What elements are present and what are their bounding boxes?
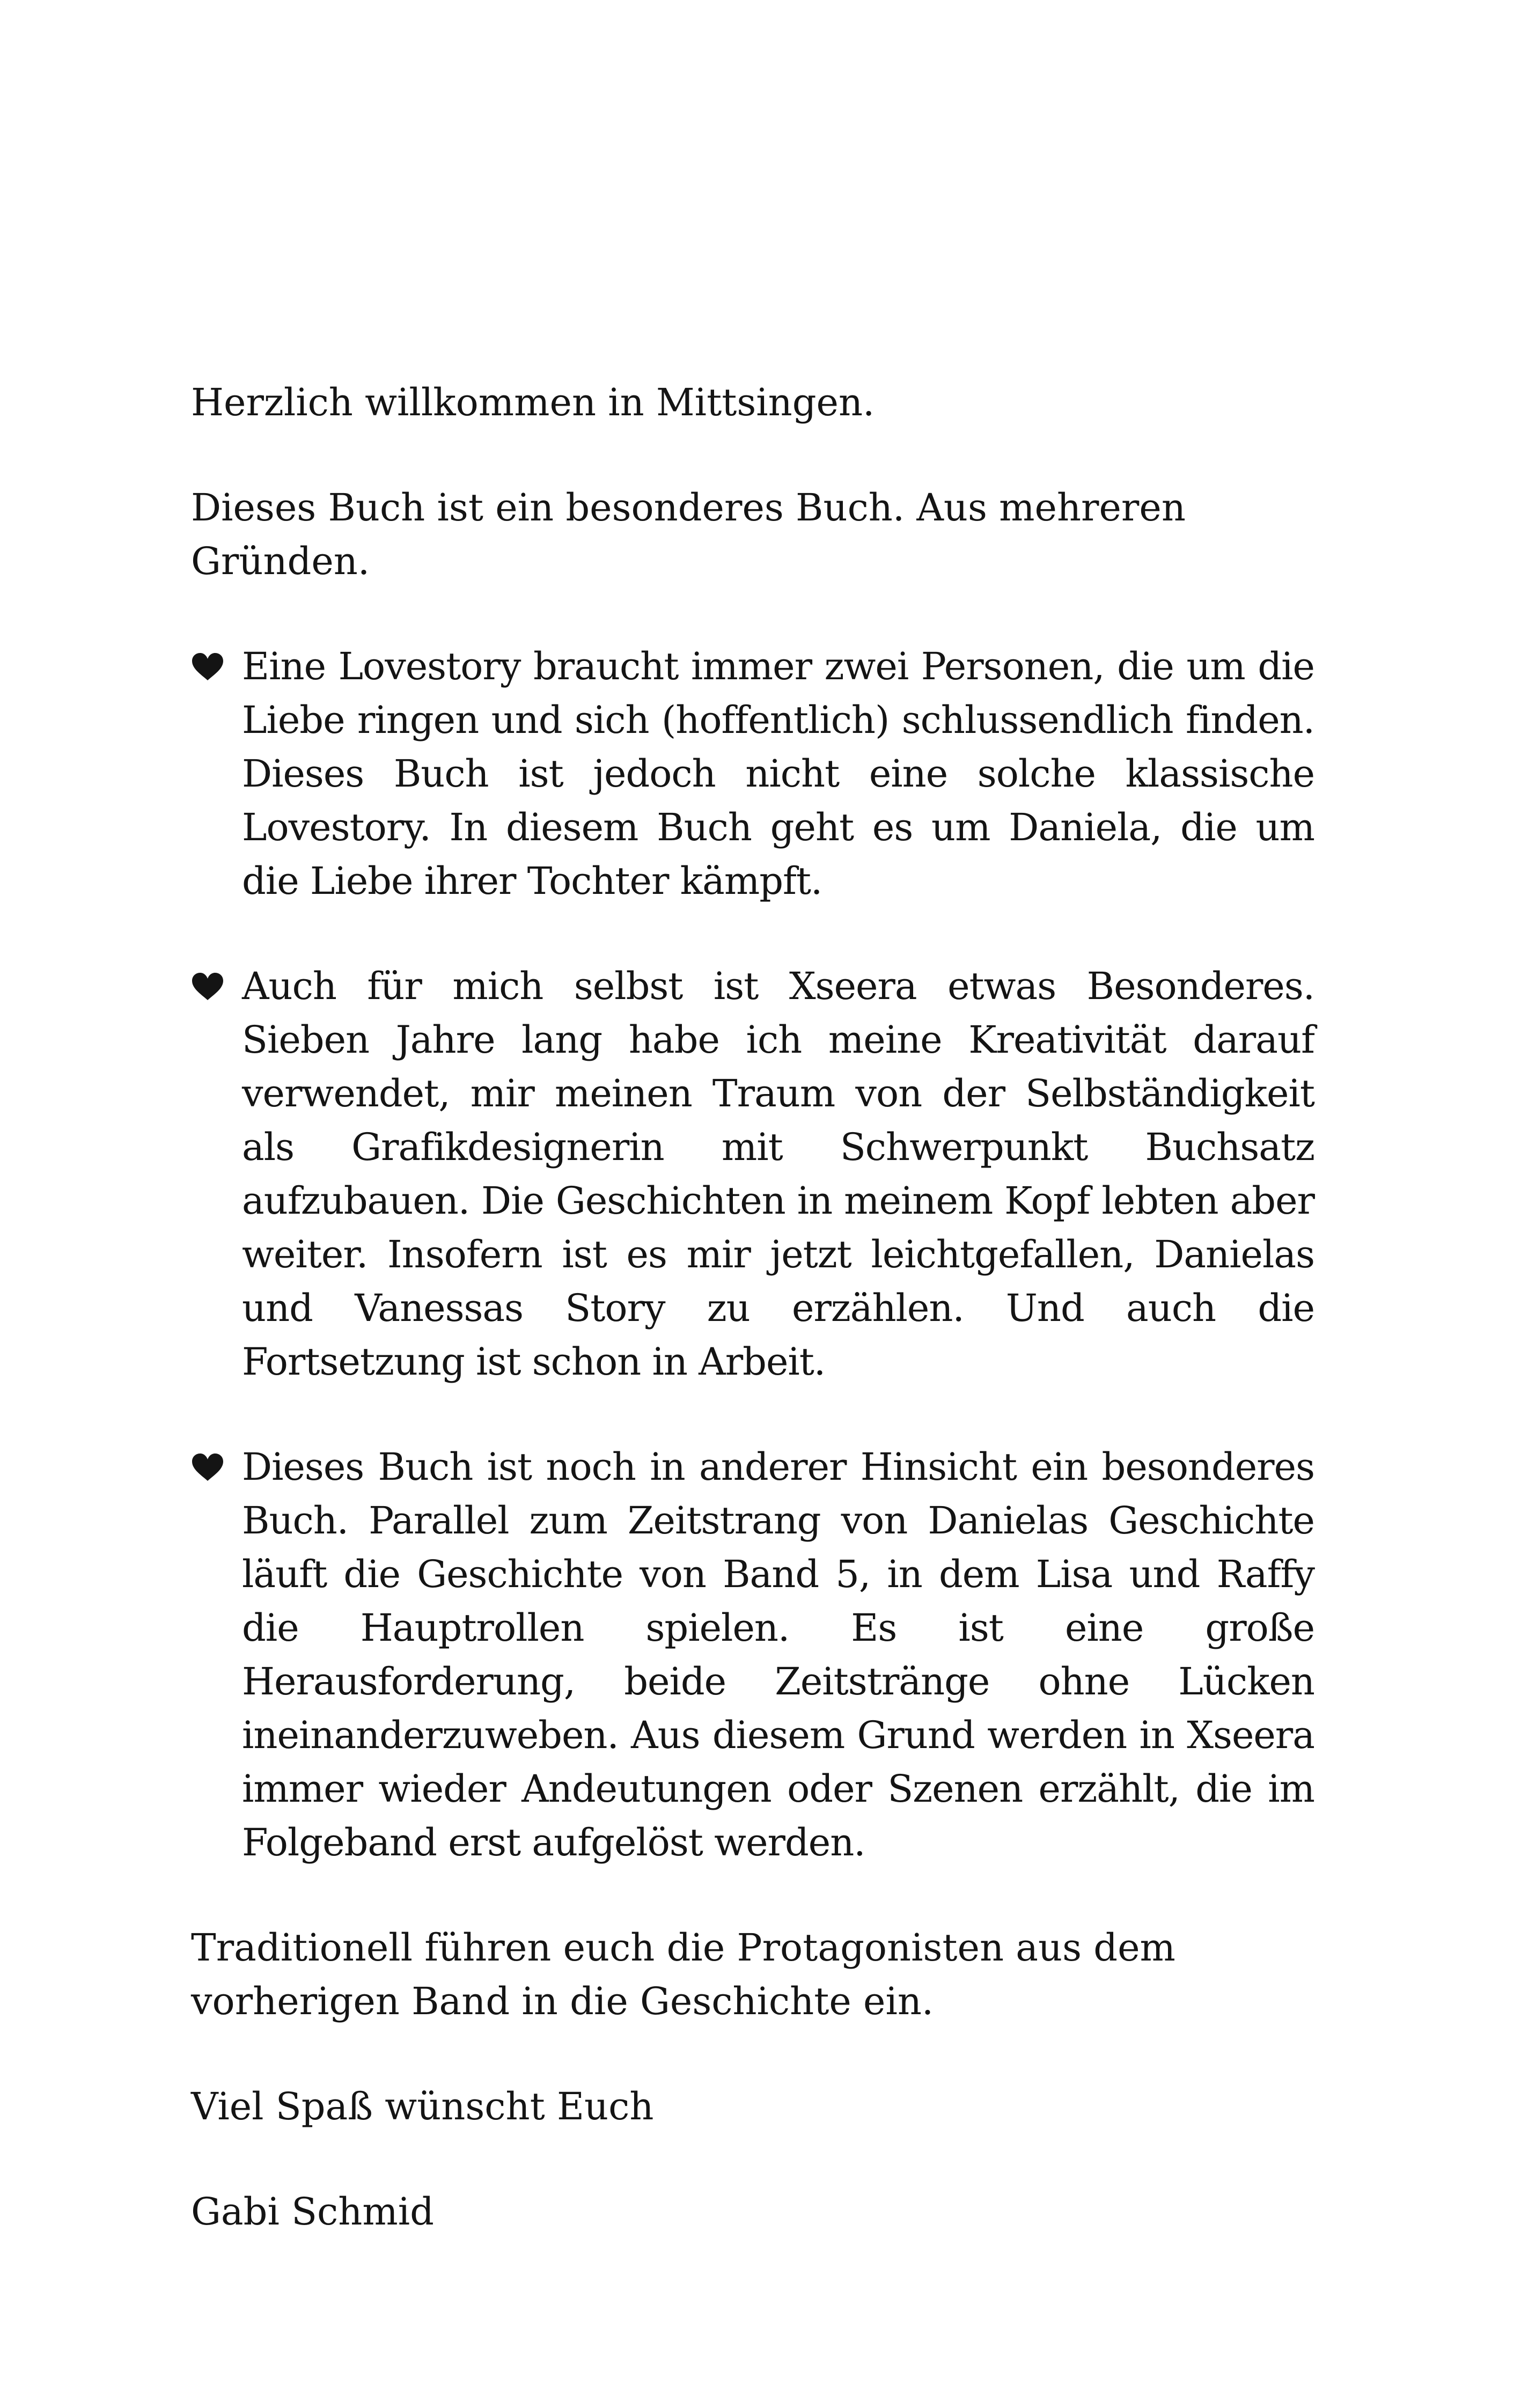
wish-line: Viel Spaß wünscht Euch	[191, 2084, 654, 2128]
heart-icon	[191, 652, 224, 681]
bullet-item-1	[191, 640, 1314, 908]
bullet-text: Auch für mich selbst ist Xseera etwas Besonderes. Sieben Jahre lang habe ich meine Kreativität darauf verwendet, mir meinen Traum von der Selbständigkeit als Grafikdesignerin mit Schwerpunkt Buchsatz aufzubauen. Die Geschichten in meinem Kopf lebten aber weiter. Insofern ist es mir jetzt leichtgefallen, Danielas und Vanessas Story zu erzählen. Und auch die Fortsetzung ist schon in Arbeit.	[242, 964, 1314, 1384]
intro-line: Dieses Buch ist ein besonderes Buch. Aus mehreren Gründen.	[191, 486, 1186, 583]
heart-icon	[191, 972, 224, 1001]
bullet-text: Dieses Buch ist noch in anderer Hinsicht ein besonderes Buch. Parallel zum Zeitstrang von Danielas Geschichte läuft die Geschichte von Band 5, in dem Lisa und Raffy die Hauptrollen spielen. Es ist eine große Herausforderung, beide Zeitstränge ohne Lücken ineinanderzuweben. Aus diesem Grund werden in Xseera immer wieder Andeutungen oder Szenen erzählt, die im Folgeband erst aufgelöst werden.	[242, 1445, 1314, 1864]
bullet-text: Eine Lovestory braucht immer zwei Personen, die um die Liebe ringen und sich (hoffentlich) schlussendlich finden. Dieses Buch ist jedoch nicht eine solche klassische Lovestory. In diesem Buch geht es um Daniela, die um die Liebe ihrer Tochter kämpft.	[242, 644, 1314, 903]
bullet-item-2	[191, 959, 1314, 1389]
author-signature: Gabi Schmid	[191, 2190, 434, 2234]
bullet-item-3	[191, 1440, 1314, 1869]
greeting-line: Herzlich willkommen in Mittsingen.	[191, 380, 875, 424]
closing-paragraph: Traditionell führen euch die Protagonisten aus dem vorherigen Band in die Geschichte ein.	[191, 1926, 1175, 2023]
foreword	[191, 376, 1314, 2238]
heart-icon	[191, 1453, 224, 1482]
